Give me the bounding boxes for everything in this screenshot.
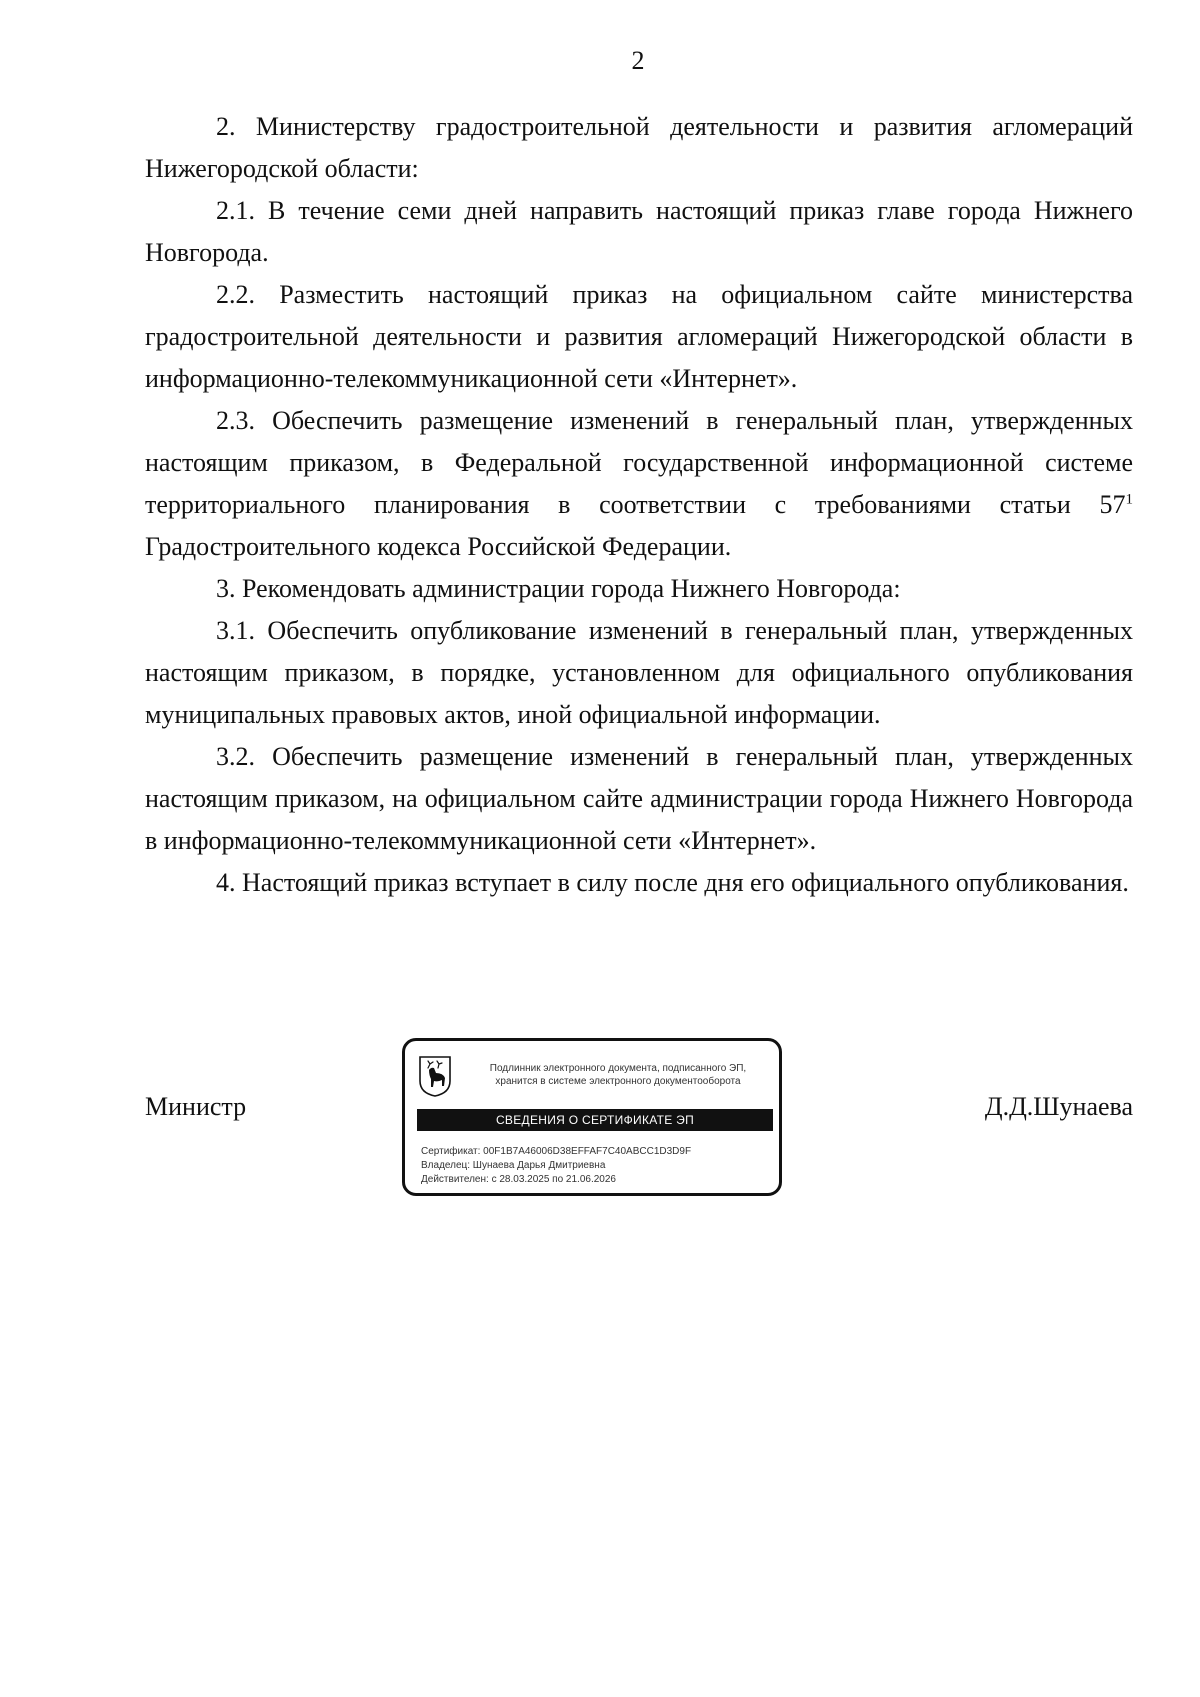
signatory-name: Д.Д.Шунаева [984,1092,1133,1121]
electronic-signature-stamp [402,1038,782,1196]
certificate-serial: Сертификат: 00F1B7A46006D38EFFAF7C40ABCC1D3D9F [421,1146,692,1157]
paragraph-2-3 [145,400,1133,568]
stamp-note [461,1062,775,1088]
paragraph-4: 4. Настоящий приказ вступает в силу после дня его официального опубликования. [216,868,1129,897]
page-number: 2 [631,46,645,75]
paragraph-2-3-text: 2.3. Обеспечить размещение изменений в генеральный план, утвержденных настоящим приказом, в Федеральной государственной информационной системе территориального планирования в соответствии с требованиями статьи 57 [145,406,1133,519]
certificate-validity: Действителен: с 28.03.2025 по 21.06.2026 [421,1174,616,1185]
paragraph-2-3-text-end: Градостроительного кодекса Российской Федерации. [145,532,732,561]
deer-emblem-icon [418,1055,452,1097]
paragraph-2-1: 2.1. В течение семи дней направить настоящий приказ главе города Нижнего Новгорода. [145,196,1133,267]
stamp-header: СВЕДЕНИЯ О СЕРТИФИКАТЕ ЭП [417,1109,773,1131]
paragraph-3: 3. Рекомендовать администрации города Нижнего Новгорода: [216,574,901,603]
certificate-details [421,1145,691,1187]
stamp-note-line-1: Подлинник электронного документа, подписанного ЭП, [489,1063,747,1074]
article-superscript: 1 [1125,491,1133,508]
stamp-note-line-2: хранится в системе электронного документооборота [495,1076,741,1087]
signatory-title: Министр [145,1092,247,1121]
paragraph-3-2: 3.2. Обеспечить размещение изменений в генеральный план, утвержденных настоящим приказом, на официальном сайте администрации города Нижнего Новгорода в информационно-телекоммуникационной сети «Интернет». [145,742,1133,855]
paragraph-2-2: 2.2. Разместить настоящий приказ на официальном сайте министерства градостроительной деятельности и развития агломераций Нижегородской области в информационно-телекоммуникационной сети «Интернет». [145,280,1133,393]
certificate-owner: Владелец: Шунаева Дарья Дмитриевна [421,1160,606,1171]
paragraph-2: 2. Министерству градостроительной деятельности и развития агломераций Нижегородской области: [145,112,1133,183]
paragraph-3-1: 3.1. Обеспечить опубликование изменений в генеральный план, утвержденных настоящим приказом, в порядке, установленном для официального опубликования муниципальных правовых актов, иной официальной информации. [145,616,1133,729]
document-body [145,106,1133,904]
